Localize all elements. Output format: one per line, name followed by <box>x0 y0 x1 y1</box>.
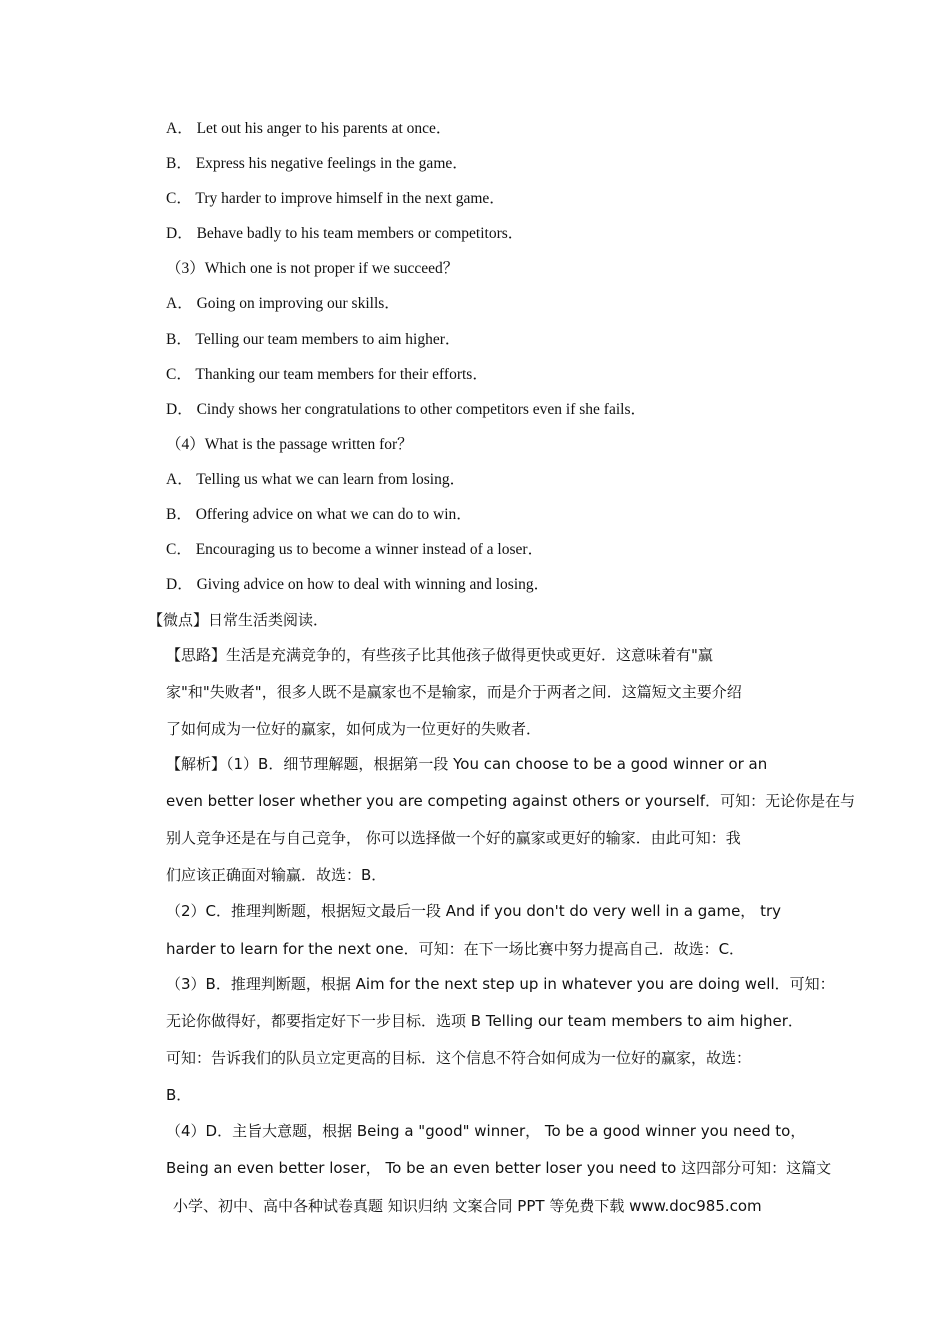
jiexi-line: （3）B．推理判断题，根据 Aim for the next step up in whatever you are doing well．可知： <box>166 975 835 993</box>
jiexi-line: 【解析】（1）B．细节理解题，根据第一段 You can choose to be a good winner or an <box>166 755 768 773</box>
question-4-text: （4）What is the passage written for？ <box>166 436 413 453</box>
jiexi-line: 无论你做得好，都要指定好下一步目标．选项 B Telling our team members to aim higher． <box>166 1012 803 1030</box>
option-d: D． Behave badly to his team members or competitors． <box>166 225 524 242</box>
option-a: A． Going on improving our skills． <box>166 295 400 312</box>
option-a: A． Let out his anger to his parents at once． <box>166 120 452 137</box>
footer-banner: 小学、初中、高中各种试卷真题 知识归纳 文案合同 PPT 等免费下载 www.doc985.com <box>173 1197 762 1215</box>
jiexi-line: Being an even better loser， To be an even better loser you need to 这四部分可知：这篇文 <box>166 1159 832 1177</box>
option-b: B． Express his negative feelings in the game． <box>166 155 468 172</box>
option-c: C． Try harder to improve himself in the next game． <box>166 190 505 207</box>
weidian-section: 【微点】日常生活类阅读． <box>148 611 329 629</box>
option-c: C． Encouraging us to become a winner instead of a loser． <box>166 541 544 558</box>
option-d: D． Cindy shows her congratulations to other competitors even if she fails． <box>166 401 646 418</box>
silu-line: 了如何成为一位好的赢家，如何成为一位更好的失败者． <box>166 720 542 738</box>
jiexi-line: （2）C．推理判断题，根据短文最后一段 And if you don't do very well in a game， try <box>166 902 782 920</box>
jiexi-line: B． <box>166 1086 192 1104</box>
jiexi-line: 别人竞争还是在与自己竞争， 你可以选择做一个好的赢家或更好的输家．由此可知：我 <box>166 829 741 847</box>
jiexi-line: harder to learn for the next one．可知：在下一场比赛中努力提高自己．故选：C． <box>166 940 745 958</box>
silu-line: 家"和"失败者"，很多人既不是赢家也不是输家，而是介于两者之间．这篇短文主要介绍 <box>166 683 742 701</box>
jiexi-line: even better loser whether you are competing against others or yourself．可知：无论你是在与 <box>166 792 856 810</box>
silu-line: 【思路】生活是充满竞争的，有些孩子比其他孩子做得更快或更好．这意味着有"赢 <box>166 646 713 664</box>
option-b: B． Telling our team members to aim higher． <box>166 331 461 348</box>
option-a: A． Telling us what we can learn from losing． <box>166 471 466 488</box>
jiexi-line: 可知：告诉我们的队员立定更高的目标．这个信息不符合如何成为一位好的赢家，故选： <box>166 1049 752 1067</box>
question-3-text: （3）Which one is not proper if we succeed？ <box>166 260 459 277</box>
option-d: D． Giving advice on how to deal with winning and losing． <box>166 576 550 593</box>
option-c: C． Thanking our team members for their efforts． <box>166 366 488 383</box>
option-b: B． Offering advice on what we can do to win． <box>166 506 472 523</box>
jiexi-line: （4）D．主旨大意题，根据 Being a "good" winner， To be a good winner you need to， <box>166 1122 806 1140</box>
jiexi-line: 们应该正确面对输赢．故选：B． <box>166 866 387 884</box>
